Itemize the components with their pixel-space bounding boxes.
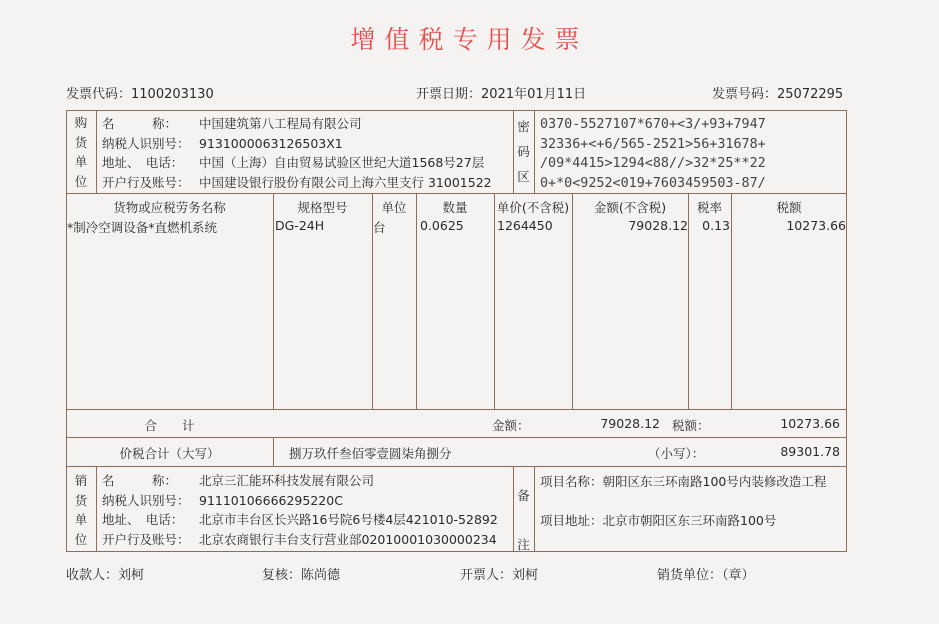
buyer-name: 中国建筑第八工程局有限公司	[199, 116, 362, 131]
seller-side-char: 销	[74, 473, 88, 488]
divider	[416, 193, 417, 409]
buyer-labels	[102, 114, 190, 192]
seller-bank: 北京农商银行丰台支行营业部02010001030000234	[199, 531, 497, 547]
buyer-taxid: 9131000063126503X1	[199, 135, 343, 151]
buyer-side-char: 单	[74, 154, 88, 169]
grand-total-lower-label: （小写）：	[648, 446, 705, 461]
header-unit: 单位	[381, 200, 407, 215]
footer-reviewer: 复核：陈尚德	[262, 568, 341, 583]
item-spec: DG-24H	[275, 218, 325, 233]
cipher-line: 32336+<+6/565-2521>56+31678+	[540, 136, 766, 152]
header-tax: 税额	[776, 200, 802, 215]
invoice-number-value: 25072295	[777, 87, 844, 102]
divider	[66, 466, 847, 467]
footer-drawer: 开票人：刘柯	[460, 568, 539, 583]
seller-labels	[102, 471, 190, 549]
footer-payee: 收款人：刘柯	[66, 568, 145, 583]
invoice-code-label: 发票代码：	[66, 87, 132, 102]
cipher-side-char: 码	[517, 144, 530, 159]
grand-total-label: 价税合计（大写）	[119, 446, 220, 461]
cipher-line: /09*4415>1294<88//>32*25**22	[540, 156, 766, 171]
header-price: 单价(不含税)	[496, 200, 570, 215]
invoice-number	[712, 83, 843, 102]
buyer-address-label: 地址、 电话：	[102, 155, 184, 170]
totals-tax: 10273.66	[780, 416, 840, 431]
divider	[494, 193, 495, 409]
seller-taxid-label: 纳税人识别号：	[102, 492, 190, 508]
cipher-side-label	[513, 114, 534, 189]
divider	[273, 437, 274, 466]
seller-values	[199, 471, 498, 549]
divider	[534, 466, 535, 552]
header-spec: 规格型号	[297, 200, 348, 215]
divider	[273, 193, 274, 409]
remark-project-name: 项目名称：朝阳区东三环南路100号内装修改造工程	[540, 474, 827, 489]
buyer-side-char: 位	[74, 173, 88, 189]
item-qty: 0.0625	[420, 218, 464, 233]
totals-label: 合 计	[144, 418, 195, 433]
seller-bank-label: 开户行及账号：	[102, 531, 190, 547]
buyer-values	[199, 114, 492, 192]
item-amount: 79028.12	[628, 218, 688, 233]
item-unit: 台	[373, 220, 386, 235]
seller-name: 北京三汇能环科技发展有限公司	[199, 473, 375, 488]
item-rate: 0.13	[702, 218, 730, 233]
buyer-bank: 中国建设银行股份有限公司上海六里支行 31001522	[199, 174, 492, 190]
seller-side-label	[66, 471, 96, 549]
divider	[96, 466, 97, 552]
remark-side-label	[513, 471, 534, 569]
divider	[96, 110, 97, 193]
invoice-title: 增值税专用发票	[350, 25, 589, 54]
buyer-side-char: 购	[74, 115, 88, 130]
buyer-side-char: 货	[74, 134, 88, 150]
issue-date-label: 开票日期：	[416, 87, 482, 102]
cipher-side-char: 区	[517, 169, 530, 184]
item-name: *制冷空调设备*直燃机系统	[67, 220, 218, 235]
invoice-number-label: 发票号码：	[712, 87, 778, 102]
remark-side-char: 注	[517, 537, 530, 552]
remark-project-address: 项目地址：北京市朝阳区东三环南路100号	[540, 513, 777, 528]
header-rate: 税率	[696, 200, 722, 215]
invoice-code	[66, 83, 214, 102]
divider	[66, 409, 847, 410]
remark-side-char: 备	[517, 488, 530, 503]
totals-tax-label: 税额：	[672, 418, 710, 433]
cipher-area	[540, 115, 766, 193]
buyer-taxid-label: 纳税人识别号：	[102, 135, 190, 151]
buyer-address: 中国（上海）自由贸易试验区世纪大道1568号27层	[199, 155, 485, 170]
seller-taxid: 91110106666295220C	[199, 492, 343, 508]
divider	[66, 437, 847, 438]
totals-amount-label: 金额：	[492, 418, 530, 433]
seller-side-char: 位	[74, 531, 88, 547]
buyer-side-label	[66, 113, 96, 191]
totals-amount: 79028.12	[600, 416, 660, 431]
seller-name-label: 名 称：	[102, 473, 178, 488]
seller-address: 北京市丰台区长兴路16号院6号楼4层421010-52892	[199, 512, 498, 527]
buyer-bank-label: 开户行及账号：	[102, 174, 190, 190]
seller-address-label: 地址、 电话：	[102, 512, 184, 527]
cipher-line: 0370-5527107*670+<3/+93+7947	[540, 117, 766, 132]
invoice-code-value: 1100203130	[131, 87, 214, 102]
divider	[66, 193, 847, 194]
issue-date-value: 2021年01月11日	[481, 87, 587, 102]
header-item-name: 货物或应税劳务名称	[113, 200, 226, 215]
cipher-side-char: 密	[517, 119, 530, 134]
grand-total-lower: 89301.78	[780, 444, 840, 459]
buyer-name-label: 名 称：	[102, 116, 178, 131]
header-qty: 数量	[442, 200, 468, 215]
seller-side-char: 货	[74, 492, 88, 508]
footer-seller-seal: 销货单位：（章）	[657, 568, 755, 583]
seller-side-char: 单	[74, 512, 88, 527]
issue-date	[416, 83, 586, 102]
cipher-line: 0+*0<9252<019+7603459503-87/	[540, 175, 766, 191]
item-tax: 10273.66	[786, 218, 846, 233]
divider	[534, 110, 535, 193]
header-amount: 金额(不含税)	[593, 200, 667, 215]
grand-total-upper: 捌万玖仟叁佰零壹圆柒角捌分	[289, 446, 452, 461]
item-price: 1264450	[497, 218, 553, 233]
